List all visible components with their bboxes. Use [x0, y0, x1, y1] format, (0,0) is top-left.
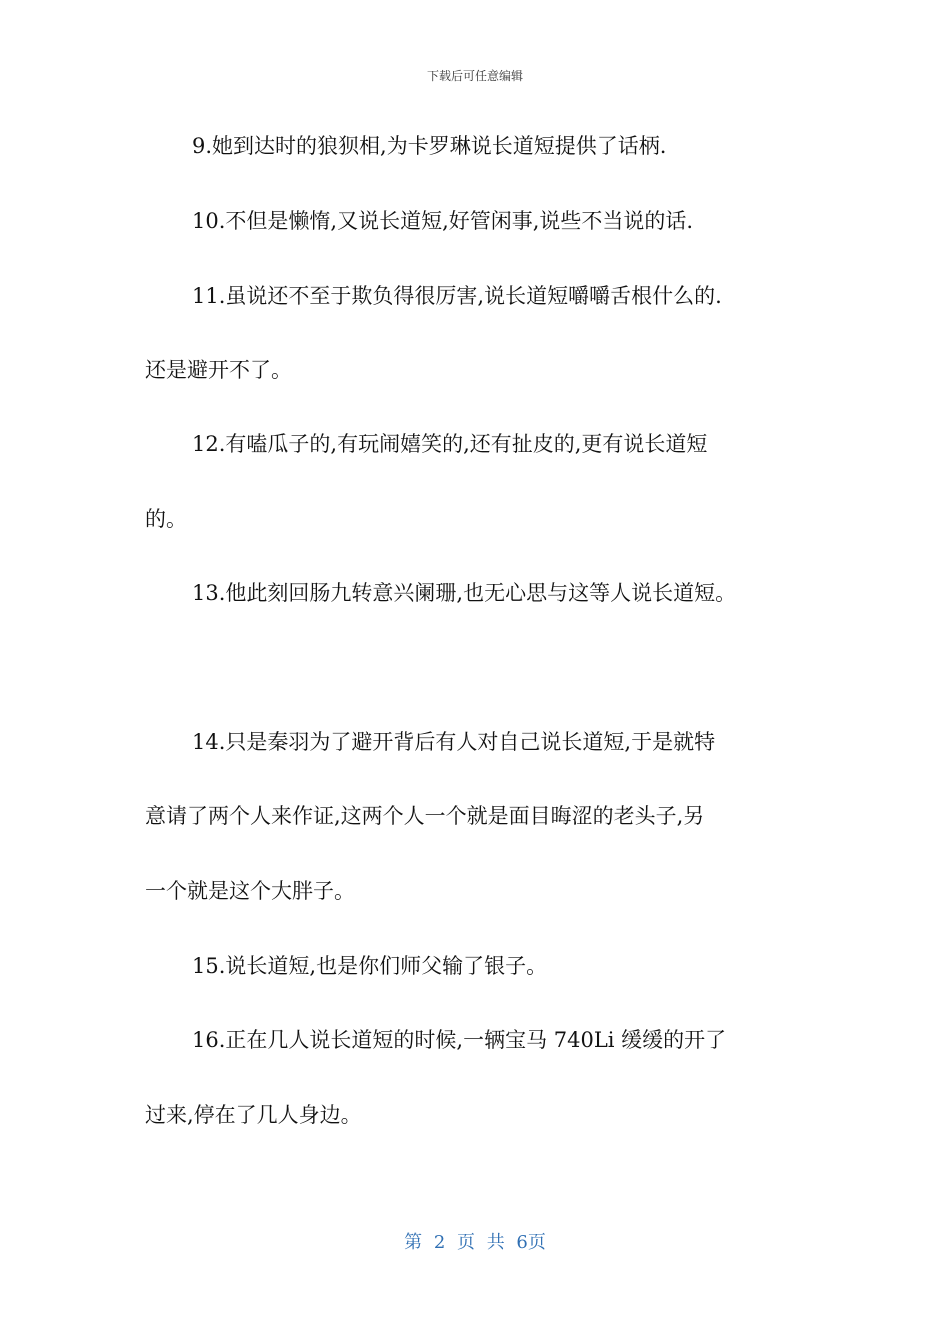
- sentence-11: 11.虽说还不至于欺负得很厉害,说长道短嚼嚼舌根什么的.: [192, 284, 722, 308]
- page-header: 下载后可任意编辑: [426, 69, 523, 83]
- page-number: 第 2 页 共 6页: [404, 1232, 546, 1253]
- sentence-16: 16.正在几人说长道短的时候,一辆宝马 740Li 缓缓的开了: [192, 1028, 727, 1052]
- sentence-16-cont: 过来,停在了几人身边。: [145, 1103, 362, 1127]
- sentence-14-cont-1: 意请了两个人来作证,这两个人一个就是面目晦涩的老头子,另: [145, 804, 705, 828]
- sentence-10: 10.不但是懒惰,又说长道短,好管闲事,说些不当说的话.: [192, 209, 694, 233]
- sentence-12-cont: 的。: [145, 507, 187, 531]
- sentence-15: 15.说长道短,也是你们师父输了银子。: [192, 954, 548, 978]
- sentence-14-cont-2: 一个就是这个大胖子。: [145, 879, 355, 903]
- sentence-9: 9.她到达时的狼狈相,为卡罗琳说长道短提供了话柄.: [192, 134, 667, 158]
- sentence-11-cont: 还是避开不了。: [145, 358, 292, 382]
- sentence-13: 13.他此刻回肠九转意兴阑珊,也无心思与这等人说长道短。: [192, 581, 737, 605]
- sentence-12: 12.有嗑瓜子的,有玩闹嬉笑的,还有扯皮的,更有说长道短: [192, 432, 708, 456]
- sentence-14: 14.只是秦羽为了避开背后有人对自己说长道短,于是就特: [192, 730, 716, 754]
